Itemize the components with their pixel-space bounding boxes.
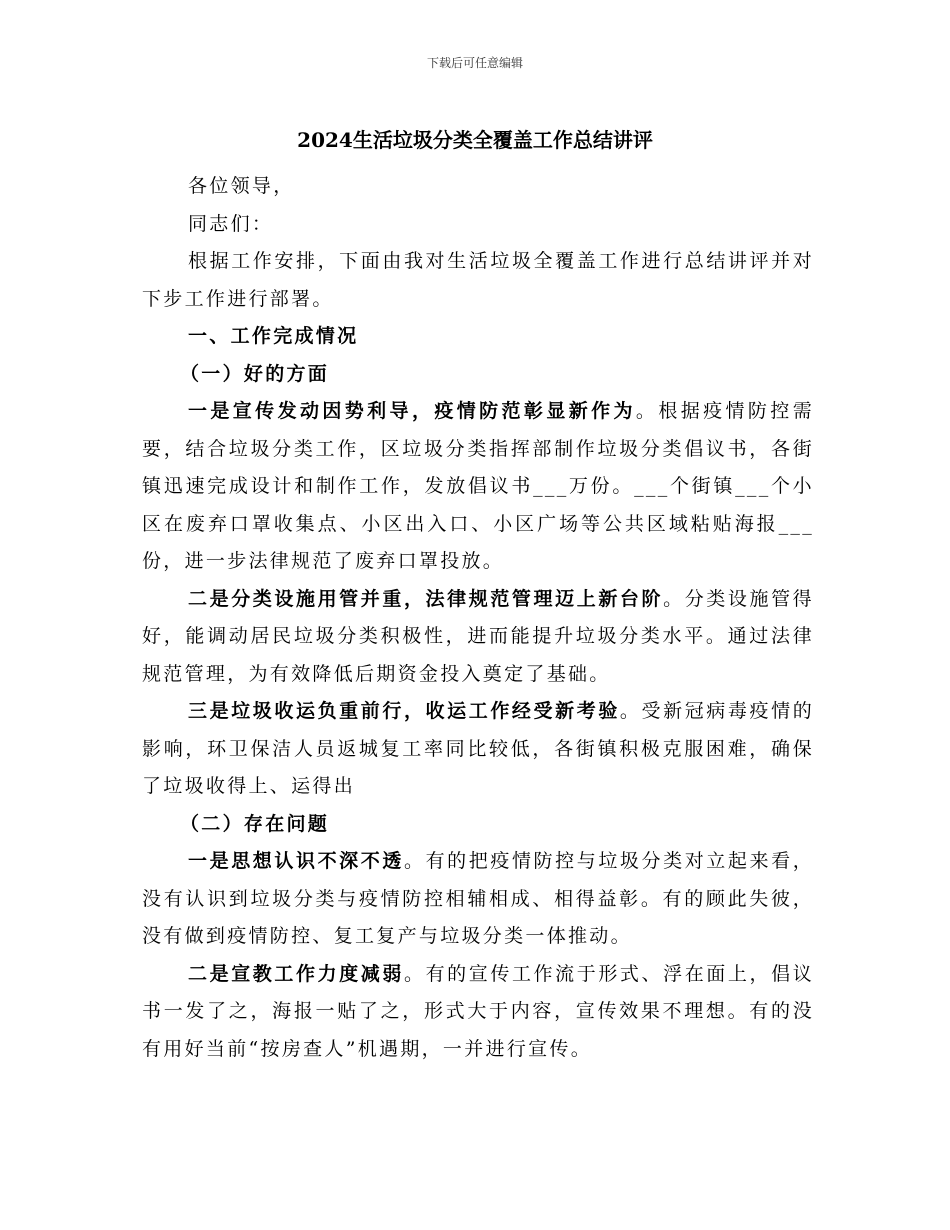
point-3-lead: 三是垃圾收运负重前行，收运工作经受新考验 bbox=[188, 700, 620, 722]
paragraph-problem-2 bbox=[142, 956, 814, 1069]
subsection-heading-good: （一）好的方面 bbox=[180, 362, 330, 385]
point-3-text: 。受新冠病毒疫情的影响，环卫保洁人员返城复工率同比较低，各街镇积极克服困难，确保了垃圾收得上、运得出 bbox=[142, 700, 814, 797]
document-title: 2024生活垃圾分类全覆盖工作总结讲评 bbox=[297, 128, 653, 152]
problem-1-lead: 一是思想认识不深不透 bbox=[188, 850, 404, 872]
section-heading-1: 一、工作完成情况 bbox=[188, 325, 359, 347]
paragraph-point-3 bbox=[142, 693, 814, 806]
point-2-lead: 二是分类设施用管并重，法律规范管理迈上新台阶 bbox=[188, 587, 664, 610]
paragraph-point-1 bbox=[142, 393, 814, 581]
greeting-leaders: 各位领导， bbox=[188, 175, 295, 197]
intro-paragraph: 根据工作安排，下面由我对生活垃圾全覆盖工作进行总结讲评并对下步工作进行部署。 bbox=[142, 250, 814, 310]
problem-2-lead: 二是宣教工作力度减弱 bbox=[188, 962, 404, 985]
point-1-text: 。根据疫情防控需要，结合垃圾分类工作，区垃圾分类指挥部制作垃圾分类倡议书，各街镇迅速完成设计和制作工作，发放倡议书___万份。___个街镇___个小区在废弃口罩收集点、小区出入口、小区广场等公共区域粘贴海报___份，进一步法律规范了废弃口罩投放。 bbox=[142, 400, 814, 572]
greeting-comrades: 同志们： bbox=[188, 212, 274, 235]
paragraph-point-2 bbox=[142, 581, 814, 694]
point-2-text: 。分类设施管得好，能调动居民垃圾分类积极性，进而能提升垃圾分类水平。通过法律规范管理，为有效降低后期资金投入奠定了基础。 bbox=[142, 587, 814, 685]
page-header: 下载后可任意编辑 bbox=[426, 56, 523, 70]
problem-2-text: 。有的宣传工作流于形式、浮在面上，倡议书一发了之，海报一贴了之，形式大于内容，宣传效果不理想。有的没有用好当前“按房查人”机遇期，一并进行宣传。 bbox=[142, 962, 814, 1060]
problem-1-text: 。有的把疫情防控与垃圾分类对立起来看，没有认识到垃圾分类与疫情防控相辅相成、相得益彰。有的顾此失彼，没有做到疫情防控、复工复产与垃圾分类一体推动。 bbox=[142, 850, 814, 947]
subsection-heading-problems: （二）存在问题 bbox=[180, 812, 330, 835]
paragraph-problem-1 bbox=[142, 843, 814, 956]
document-body bbox=[142, 168, 814, 1068]
point-1-lead: 一是宣传发动因势利导，疫情防范彰显新作为 bbox=[188, 400, 636, 422]
